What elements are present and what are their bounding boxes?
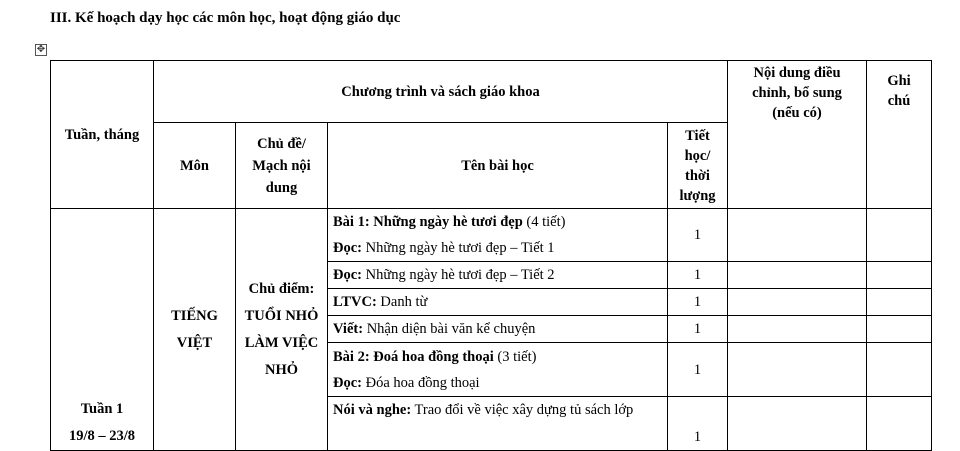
header-lesson-name: Tên bài học — [328, 123, 668, 209]
periods-cell: 1 — [668, 343, 728, 397]
periods-cell: 1 — [668, 289, 728, 316]
header-week-month: Tuần, tháng — [51, 61, 154, 209]
adjust-cell — [728, 262, 867, 289]
periods-cell: 1 — [668, 316, 728, 343]
header-periods: Tiết học/ thời lượng — [668, 123, 728, 209]
table-move-handle-icon[interactable]: ✥ — [36, 44, 46, 55]
periods-cell: 1 — [668, 262, 728, 289]
periods-cell: 1 — [668, 397, 728, 451]
adjust-cell — [728, 397, 867, 451]
lesson-plan-table — [50, 60, 932, 451]
note-cell — [867, 316, 932, 343]
adjust-cell — [728, 343, 867, 397]
adjust-cell — [728, 209, 867, 262]
header-topic: Chủ đề/ Mạch nội dung — [236, 123, 328, 209]
lesson-cell: LTVC: Danh từ — [328, 289, 668, 316]
header-note: Ghi chú — [867, 61, 932, 209]
periods-cell: 1 — [668, 209, 728, 262]
lesson-cell: Bài 2: Đoá hoa đồng thoại (3 tiết) Đọc: Đóa hoa đồng thoại — [328, 343, 668, 397]
header-row-1 — [51, 61, 932, 123]
note-cell — [867, 289, 932, 316]
adjust-cell — [728, 316, 867, 343]
note-cell — [867, 397, 932, 451]
header-adjust: Nội dung điều chỉnh, bổ sung (nếu có) — [728, 61, 867, 209]
adjust-cell — [728, 289, 867, 316]
lesson-cell: Bài 1: Những ngày hè tươi đẹp (4 tiết) Đọc: Những ngày hè tươi đẹp – Tiết 1 — [328, 209, 668, 262]
subject-cell: TIẾNG VIỆT — [154, 209, 236, 451]
lesson-cell: Viết: Nhận diện bài văn kể chuyện — [328, 316, 668, 343]
note-cell — [867, 209, 932, 262]
table-row — [51, 209, 932, 262]
note-cell — [867, 343, 932, 397]
header-program: Chương trình và sách giáo khoa — [154, 61, 728, 123]
header-subject: Môn — [154, 123, 236, 209]
note-cell — [867, 262, 932, 289]
lesson-cell: Nói và nghe: Trao đổi về việc xây dựng tủ sách lớp — [328, 397, 668, 451]
week-cell: Tuần 1 19/8 – 23/8 — [51, 209, 154, 451]
topic-cell: Chủ điểm: TUỔI NHỎ LÀM VIỆC NHỎ — [236, 209, 328, 451]
lesson-cell: Đọc: Những ngày hè tươi đẹp – Tiết 2 — [328, 262, 668, 289]
section-heading: III. Kế hoạch dạy học các môn học, hoạt động giáo dục — [50, 10, 401, 26]
